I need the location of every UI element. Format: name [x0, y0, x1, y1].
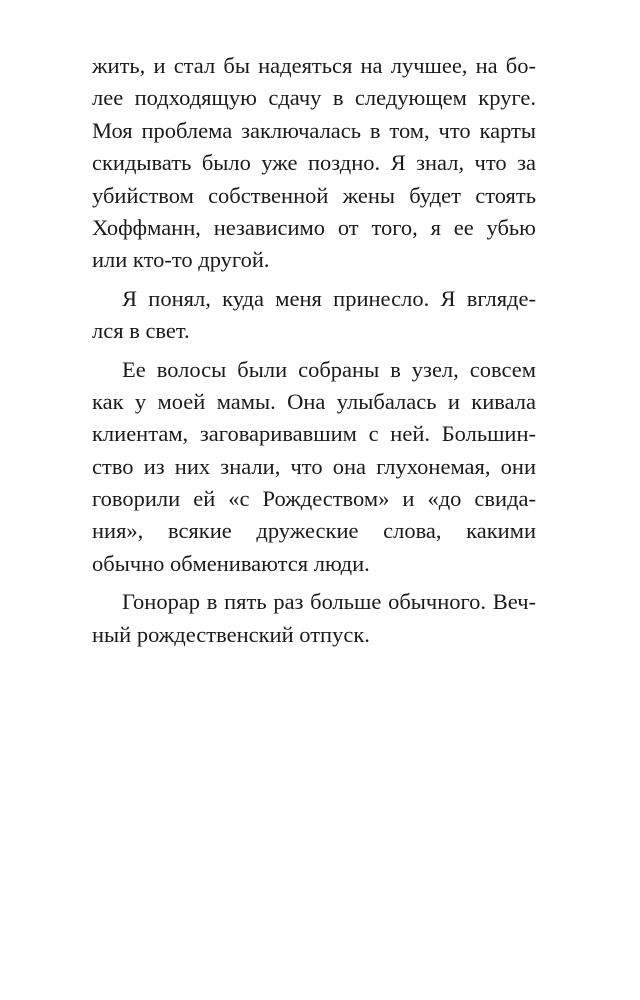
text-line: клиентам, заговаривавшим с ней. Большин-: [92, 421, 536, 447]
paragraph: [92, 586, 536, 651]
text-line: ния», всякие дружеские слова, какими: [92, 518, 536, 544]
text-line: Моя проблема заключалась в том, что карты: [92, 117, 536, 143]
text-line: жить, и стал бы надеяться на лучшее, на бо-: [92, 53, 536, 78]
text-line: убийством собственной жены будет стоять: [92, 182, 536, 208]
text-line: или кто-то другой.: [92, 247, 270, 273]
text-line: как у моей мамы. Она улыбалась и кивала: [92, 388, 536, 414]
text-line: лся в свет.: [92, 318, 190, 344]
text-line: Я понял, куда меня принесло. Я вгляде-: [122, 285, 536, 311]
text-line: Ее волосы были собраны в узел, совсем: [122, 356, 536, 382]
text-line: ный рождественский отпуск.: [92, 621, 370, 647]
body-text: [92, 50, 536, 651]
text-line: Хоффманн, независимо от того, я ее убью: [92, 214, 536, 240]
text-line: лее подходящую сдачу в следующем круге.: [92, 85, 536, 111]
paragraph: [92, 283, 536, 348]
text-line: Гонорар в пять раз больше обычного. Веч-: [122, 589, 536, 615]
paragraph: [92, 50, 536, 277]
text-line: скидывать было уже поздно. Я знал, что за: [92, 150, 536, 176]
paragraph: [92, 354, 536, 581]
text-line: говорили ей «с Рождеством» и «до свида-: [92, 486, 536, 512]
text-line: обычно обмениваются люди.: [92, 550, 370, 576]
text-line: ство из них знали, что она глухонемая, они: [92, 453, 536, 479]
